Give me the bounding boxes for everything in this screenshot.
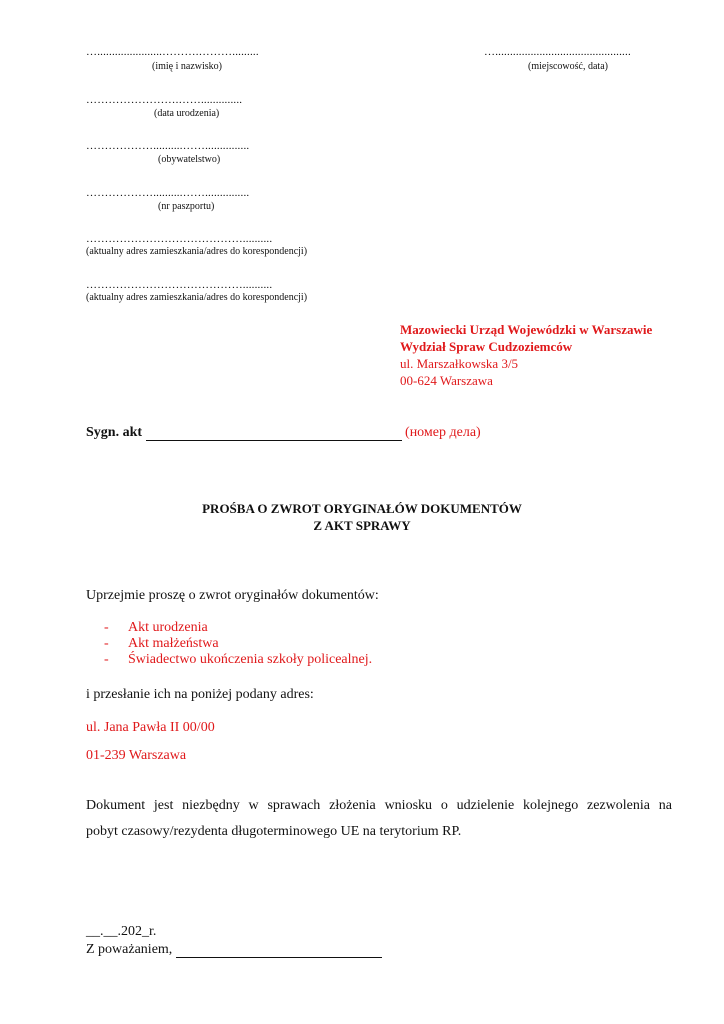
- recipient-department: Wydział Spraw Cudzoziemców: [400, 339, 573, 354]
- list-item-text: Świadectwo ukończenia szkoły policealnej.: [128, 652, 373, 667]
- case-number-label: Sygn. akt: [86, 425, 143, 440]
- birth-date-dots: …………………….……..............: [86, 94, 243, 106]
- request-intro: Uprzejmie proszę o zwrot oryginałów dokumentów:: [86, 588, 379, 603]
- send-request-text: i przesłanie ich na poniżej podany adres:: [86, 687, 314, 702]
- purpose-line-1: Dokument jest niezbędny w sprawach złożenia wniosku o udzielenie kolejnego zezwolenia na: [86, 798, 672, 813]
- address2-dots: ……………………………………..........: [86, 279, 273, 291]
- passport-dots: ………………..........……...............: [86, 187, 250, 199]
- recipient-street: ul. Marszałkowska 3/5: [400, 356, 519, 371]
- citizenship-dots: ………………..........……...............: [86, 140, 250, 152]
- address1-dots: ……………………………………..........: [86, 233, 273, 245]
- recipient-office: Mazowiecki Urząd Wojewódzki w Warszawie: [400, 322, 653, 337]
- list-item-text: Akt urodzenia: [128, 620, 208, 635]
- case-number-note: (номер дела): [405, 425, 481, 440]
- purpose-line-2: pobyt czasowy/rezydenta długoterminowego UE na terytorium RP.: [86, 824, 462, 839]
- citizenship-label: (obywatelstwo): [158, 154, 221, 165]
- signature-row: [86, 942, 382, 958]
- recipient-block: [400, 321, 652, 389]
- signature-date: __.__.202_r.: [86, 924, 157, 939]
- place-date-dots: …..............................................: [484, 46, 631, 58]
- name-label: (imię i nazwisko): [152, 61, 222, 72]
- list-item: [104, 636, 372, 652]
- documents-list: [104, 620, 372, 668]
- passport-label: (nr paszportu): [158, 201, 215, 212]
- name-dots: …......................……….……….........: [86, 46, 259, 58]
- case-number-line: [146, 426, 402, 441]
- address1-label: (aktualny adres zamieszkania/adres do korespondencji): [86, 246, 308, 257]
- list-dash: -: [104, 620, 109, 635]
- address2-label: (aktualny adres zamieszkania/adres do korespondencji): [86, 292, 308, 303]
- list-item: [104, 652, 372, 668]
- regards-text: Z poważaniem,: [86, 942, 173, 957]
- list-dash: -: [104, 652, 109, 667]
- place-date-label: (miejscowość, data): [528, 61, 608, 72]
- case-number-row: [86, 425, 481, 441]
- list-item: [104, 620, 372, 636]
- document-title-line2: Z AKT SPRAWY: [313, 518, 411, 533]
- list-item-text: Akt małżeństwa: [128, 636, 219, 651]
- list-dash: -: [104, 636, 109, 651]
- birth-date-label: (data urodzenia): [154, 108, 220, 119]
- return-address-street: ul. Jana Pawła II 00/00: [86, 720, 215, 735]
- signature-line: [176, 943, 382, 958]
- document-title-line1: PROŚBA O ZWROT ORYGINAŁÓW DOKUMENTÓW: [202, 501, 522, 516]
- recipient-city: 00-624 Warszawa: [400, 373, 493, 388]
- return-address-city: 01-239 Warszawa: [86, 748, 187, 763]
